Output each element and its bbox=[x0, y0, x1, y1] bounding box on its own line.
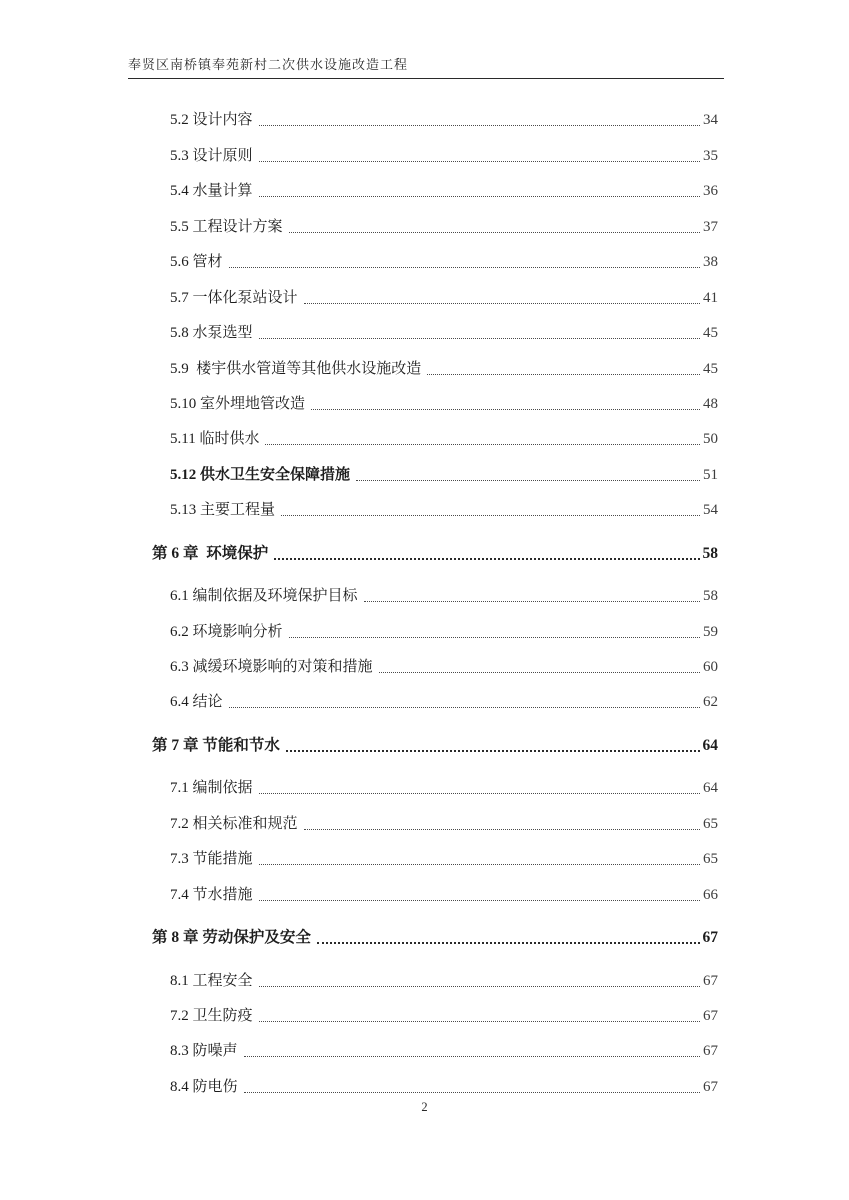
toc-entry bbox=[152, 134, 718, 169]
toc-entry bbox=[152, 995, 718, 1030]
toc-entry bbox=[152, 532, 718, 567]
toc-dot-leader bbox=[289, 232, 700, 233]
toc-page-number: 48 bbox=[703, 395, 718, 412]
toc-entry bbox=[152, 802, 718, 837]
toc-page-number: 50 bbox=[703, 431, 718, 448]
toc-page-number: 41 bbox=[703, 289, 718, 306]
toc-dot-leader bbox=[274, 558, 699, 560]
toc-entry-label: 第 6 章 环境保护 bbox=[152, 544, 269, 562]
toc-entry-label: 5.5 工程设计方案 bbox=[170, 218, 283, 235]
toc-entry bbox=[152, 959, 718, 994]
toc-entry-label: 第 8 章 劳动保护及安全 bbox=[152, 929, 311, 947]
toc-page-number: 65 bbox=[703, 815, 718, 832]
toc-dot-leader bbox=[244, 1092, 700, 1093]
toc-page-number: 45 bbox=[703, 325, 718, 342]
toc-page-number: 58 bbox=[702, 544, 718, 562]
header-title: 奉贤区南桥镇奉苑新村二次供水设施改造工程 bbox=[128, 57, 409, 72]
toc-dot-leader bbox=[304, 303, 700, 304]
toc-entry bbox=[152, 241, 718, 276]
toc-dot-leader bbox=[281, 515, 700, 516]
toc-entry bbox=[152, 99, 718, 134]
page-header bbox=[128, 54, 724, 79]
toc-page-number: 59 bbox=[703, 623, 718, 640]
footer-page-number: 2 bbox=[421, 1100, 428, 1114]
toc-entry bbox=[152, 681, 718, 716]
page-footer bbox=[0, 1100, 849, 1115]
toc-page-number: 58 bbox=[703, 588, 718, 605]
toc-entry-label: 7.4 节水措施 bbox=[170, 886, 253, 903]
toc-page-number: 62 bbox=[703, 694, 718, 711]
toc-dot-leader bbox=[311, 409, 700, 410]
toc-entry-label: 5.6 管材 bbox=[170, 254, 223, 271]
toc-page-number: 67 bbox=[703, 1007, 718, 1024]
toc-entry-label: 5.2 设计内容 bbox=[170, 112, 253, 129]
toc-entry bbox=[152, 205, 718, 240]
toc-dot-leader bbox=[259, 161, 700, 162]
toc-entry bbox=[152, 873, 718, 908]
toc-entry-label: 5.7 一体化泵站设计 bbox=[170, 289, 298, 306]
toc-page-number: 65 bbox=[703, 851, 718, 868]
toc-entry-label: 5.3 设计原则 bbox=[170, 147, 253, 164]
toc-entry bbox=[152, 610, 718, 645]
table-of-contents bbox=[152, 99, 718, 1101]
toc-entry-label: 5.13 主要工程量 bbox=[170, 502, 276, 519]
toc-dot-leader bbox=[286, 750, 700, 752]
toc-entry-label: 5.9 楼宇供水管道等其他供水设施改造 bbox=[170, 360, 422, 377]
toc-dot-leader bbox=[259, 196, 700, 197]
toc-dot-leader bbox=[259, 338, 700, 339]
toc-entry bbox=[152, 453, 718, 488]
toc-page-number: 35 bbox=[703, 147, 718, 164]
toc-dot-leader bbox=[317, 942, 700, 944]
toc-entry-label: 5.4 水量计算 bbox=[170, 183, 253, 200]
toc-entry bbox=[152, 1065, 718, 1100]
toc-entry-label: 8.4 防电伤 bbox=[170, 1078, 238, 1095]
toc-dot-leader bbox=[304, 829, 700, 830]
toc-entry-label: 5.10 室外埋地管改造 bbox=[170, 395, 306, 412]
toc-dot-leader bbox=[259, 864, 700, 865]
toc-dot-leader bbox=[229, 267, 700, 268]
toc-page-number: 51 bbox=[703, 466, 718, 483]
toc-dot-leader bbox=[259, 793, 700, 794]
toc-entry bbox=[152, 917, 718, 952]
toc-entry bbox=[152, 418, 718, 453]
toc-dot-leader bbox=[229, 707, 700, 708]
toc-page-number: 34 bbox=[703, 112, 718, 129]
toc-entry-label: 5.11 临时供水 bbox=[170, 431, 260, 448]
toc-entry-label: 8.3 防噪声 bbox=[170, 1043, 238, 1060]
toc-dot-leader bbox=[364, 601, 700, 602]
toc-entry-label: 6.2 环境影响分析 bbox=[170, 623, 283, 640]
toc-page-number: 37 bbox=[703, 218, 718, 235]
toc-page-number: 67 bbox=[702, 929, 718, 947]
toc-entry bbox=[152, 767, 718, 802]
toc-entry-label: 5.12 供水卫生安全保障措施 bbox=[170, 466, 351, 483]
toc-page-number: 64 bbox=[703, 780, 718, 797]
toc-dot-leader bbox=[289, 637, 700, 638]
toc-entry bbox=[152, 276, 718, 311]
toc-page-number: 66 bbox=[703, 886, 718, 903]
toc-entry-label: 6.3 减缓环境影响的对策和措施 bbox=[170, 659, 373, 675]
toc-page-number: 38 bbox=[703, 254, 718, 271]
toc-entry bbox=[152, 838, 718, 873]
toc-entry bbox=[152, 646, 718, 681]
toc-dot-leader bbox=[356, 480, 700, 481]
toc-entry bbox=[152, 383, 718, 418]
toc-entry bbox=[152, 170, 718, 205]
toc-entry bbox=[152, 489, 718, 524]
toc-entry-label: 第 7 章 节能和节水 bbox=[152, 736, 280, 754]
toc-entry bbox=[152, 312, 718, 347]
toc-dot-leader bbox=[259, 900, 700, 901]
toc-dot-leader bbox=[259, 125, 700, 126]
toc-entry bbox=[152, 347, 718, 382]
toc-entry-label: 8.1 工程安全 bbox=[170, 972, 253, 989]
toc-dot-leader bbox=[244, 1056, 700, 1057]
toc-entry-label: 6.1 编制依据及环境保护目标 bbox=[170, 588, 358, 605]
toc-dot-leader bbox=[427, 374, 700, 375]
toc-entry-label: 6.4 结论 bbox=[170, 694, 223, 711]
toc-entry-label: 7.3 节能措施 bbox=[170, 851, 253, 868]
toc-page-number: 36 bbox=[703, 183, 718, 200]
toc-page-number: 54 bbox=[703, 502, 718, 519]
toc-dot-leader bbox=[379, 672, 700, 673]
toc-page-number: 67 bbox=[703, 972, 718, 989]
toc-page-number: 45 bbox=[703, 360, 718, 377]
toc-entry-label: 7.1 编制依据 bbox=[170, 780, 253, 797]
toc-entry bbox=[152, 575, 718, 610]
toc-entry bbox=[152, 724, 718, 759]
toc-page-number: 67 bbox=[703, 1043, 718, 1060]
toc-page-number: 64 bbox=[702, 736, 718, 754]
toc-entry bbox=[152, 1030, 718, 1065]
toc-dot-leader bbox=[259, 986, 700, 987]
toc-page-number: 67 bbox=[703, 1078, 718, 1095]
toc-entry-label: 7.2 卫生防疫 bbox=[170, 1007, 253, 1024]
toc-page-number: 60 bbox=[703, 659, 718, 675]
toc-entry-label: 5.8 水泵选型 bbox=[170, 325, 253, 342]
toc-dot-leader bbox=[265, 444, 700, 445]
toc-dot-leader bbox=[259, 1021, 700, 1022]
toc-entry-label: 7.2 相关标准和规范 bbox=[170, 815, 298, 832]
